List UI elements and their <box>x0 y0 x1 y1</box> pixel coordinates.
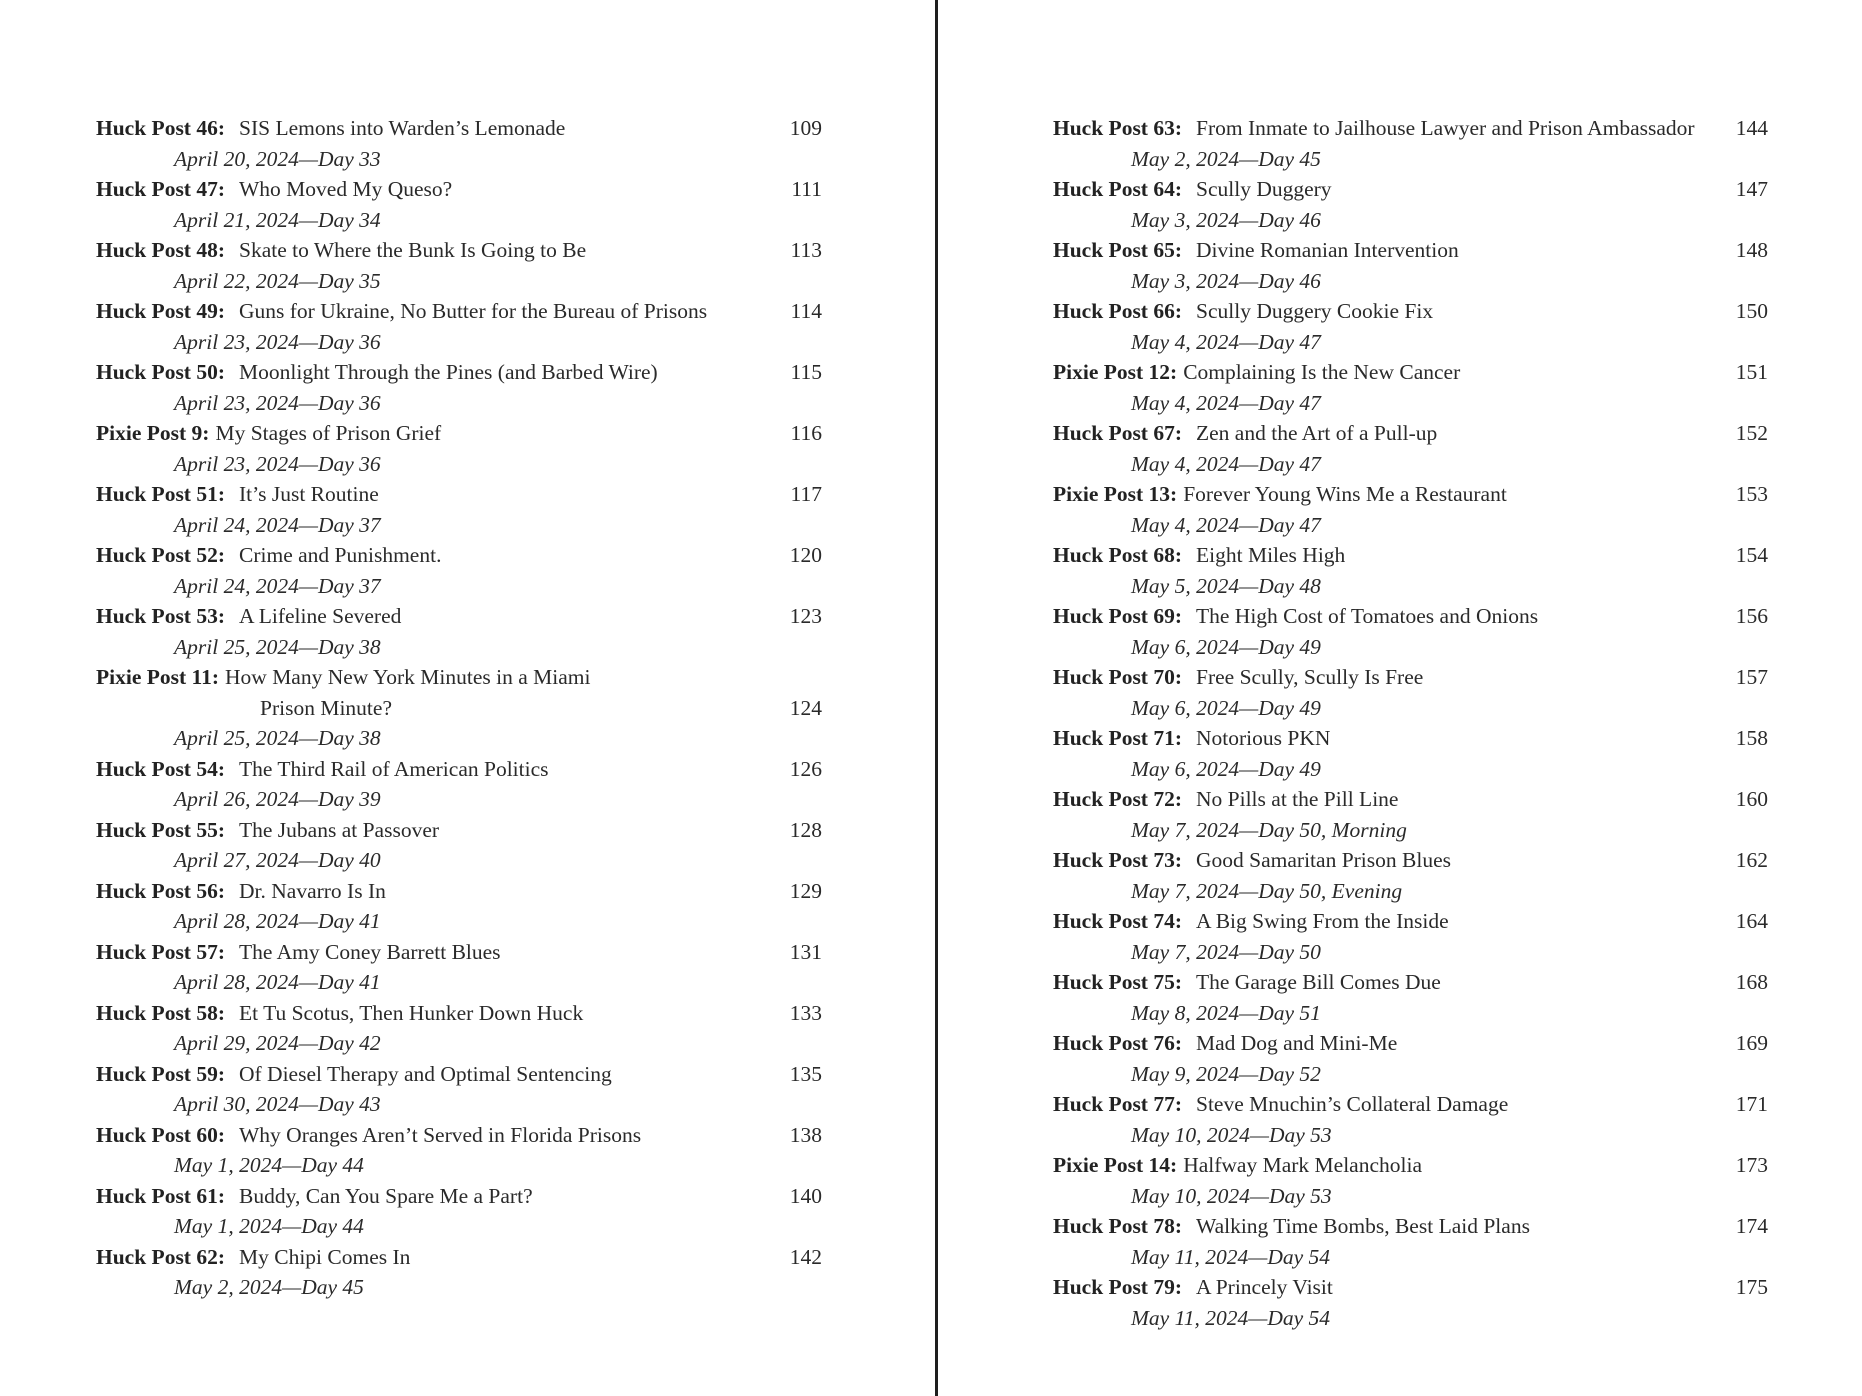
toc-entry-label: Huck Post 61: <box>96 1183 225 1208</box>
toc-entry-title[interactable]: It’s Just Routine <box>239 482 379 506</box>
toc-entry-title[interactable]: Why Oranges Aren’t Served in Florida Prisons <box>239 1122 642 1147</box>
toc-entry-title[interactable]: The Third Rail of American Politics <box>239 756 549 781</box>
toc-entry[interactable] <box>96 540 822 601</box>
toc-entry-page-number: 160 <box>1735 787 1768 811</box>
toc-entry-heading <box>96 1059 822 1090</box>
toc-entry-date-line <box>96 1150 822 1181</box>
toc-entry-date: May 11, 2024—Day 54 <box>1131 1305 1331 1330</box>
toc-entry-date-line <box>96 784 822 815</box>
toc-entry-page-number: 126 <box>789 756 822 781</box>
toc-entry[interactable] <box>1053 1272 1768 1333</box>
toc-entry-title[interactable]: No Pills at the Pill Line <box>1196 787 1399 811</box>
toc-entry-title[interactable]: Forever Young Wins Me a Restaurant <box>1183 482 1507 506</box>
toc-entry-heading <box>1053 235 1768 266</box>
toc-entry-title[interactable]: My Chipi Comes In <box>239 1244 411 1269</box>
toc-entry-date-line <box>1053 754 1768 785</box>
toc-entry-heading <box>96 662 822 693</box>
toc-entry-page-number: 175 <box>1735 1275 1768 1299</box>
toc-entry-page-number: 111 <box>791 177 822 201</box>
toc-entry-label: Huck Post 70: <box>1053 665 1182 689</box>
toc-entry-title[interactable]: Buddy, Can You Spare Me a Part? <box>239 1183 533 1208</box>
toc-entry-page-number: 150 <box>1735 299 1768 323</box>
toc-entry-label: Huck Post 64: <box>1053 177 1182 201</box>
toc-entry-date: May 9, 2024—Day 52 <box>1131 1061 1321 1086</box>
toc-entry-heading <box>1053 723 1768 754</box>
toc-entry-date-line <box>1053 693 1768 724</box>
toc-entry-page-number: 152 <box>1735 421 1768 445</box>
toc-entry-label: Pixie Post 11: <box>96 665 220 689</box>
toc-entry[interactable] <box>1053 418 1768 479</box>
toc-entry[interactable] <box>96 418 822 479</box>
toc-entry-title[interactable]: Et Tu Scotus, Then Hunker Down Huck <box>239 1000 584 1025</box>
toc-entry-date-line <box>1053 937 1768 968</box>
toc-entry-date-line <box>1053 327 1768 358</box>
toc-entry-label: Huck Post 79: <box>1053 1275 1182 1299</box>
toc-entry[interactable] <box>96 174 822 235</box>
toc-entry-title[interactable]: Steve Mnuchin’s Collateral Damage <box>1196 1092 1509 1116</box>
toc-entry-date: April 26, 2024—Day 39 <box>174 787 381 811</box>
toc-entry-date-line <box>1053 998 1768 1029</box>
toc-list-left <box>96 113 822 1303</box>
toc-entry-page-number: 168 <box>1735 970 1768 994</box>
toc-entry-heading <box>96 998 822 1029</box>
toc-entry-label: Huck Post 53: <box>96 604 225 628</box>
toc-entry-title[interactable]: The High Cost of Tomatoes and Onions <box>1196 604 1539 628</box>
toc-entry-date-line <box>96 967 822 998</box>
toc-entry-date-line <box>1053 632 1768 663</box>
toc-entry-heading <box>96 601 822 632</box>
toc-entry-title[interactable]: Dr. Navarro Is In <box>239 878 386 903</box>
toc-entry-date: May 10, 2024—Day 53 <box>1131 1122 1332 1147</box>
toc-entry[interactable] <box>1053 601 1768 662</box>
toc-entry[interactable] <box>96 1242 822 1303</box>
toc-entry-heading <box>96 754 822 785</box>
toc-entry-label: Huck Post 59: <box>96 1061 225 1086</box>
toc-entry-page-number: 156 <box>1735 604 1768 628</box>
toc-entry-title[interactable]: Zen and the Art of a Pull-up <box>1196 421 1438 445</box>
toc-entry-date: May 3, 2024—Day 46 <box>1131 268 1321 293</box>
toc-entry[interactable] <box>1053 845 1768 906</box>
toc-entry-label: Huck Post 69: <box>1053 604 1182 628</box>
toc-entry[interactable] <box>1053 1211 1768 1272</box>
toc-entry-page-number: 128 <box>789 817 822 842</box>
toc-entry-date: April 25, 2024—Day 38 <box>174 726 381 750</box>
toc-entry-label: Huck Post 62: <box>96 1244 225 1269</box>
toc-entry-date-line <box>1053 876 1768 907</box>
toc-entry-date: May 7, 2024—Day 50, Evening <box>1131 878 1403 903</box>
toc-entry-date: May 6, 2024—Day 49 <box>1131 695 1321 720</box>
toc-entry-label: Huck Post 54: <box>96 756 225 781</box>
toc-entry-title[interactable]: Good Samaritan Prison Blues <box>1196 848 1451 872</box>
toc-entry-label: Huck Post 60: <box>96 1122 225 1147</box>
toc-entry-page-number: 120 <box>789 543 822 567</box>
toc-entry-title[interactable]: Crime and Punishment. <box>239 543 442 567</box>
toc-entry[interactable] <box>1053 784 1768 845</box>
toc-entry-heading <box>1053 662 1768 693</box>
toc-entry-label: Huck Post 67: <box>1053 421 1182 445</box>
toc-entry[interactable] <box>1053 479 1768 540</box>
toc-entry-date: May 1, 2024—Day 44 <box>174 1153 364 1177</box>
toc-entry-date: May 4, 2024—Day 47 <box>1131 329 1321 354</box>
toc-entry-date-line <box>96 1272 822 1303</box>
toc-entry-date-line <box>96 205 822 236</box>
toc-entry-label: Huck Post 71: <box>1053 726 1182 750</box>
toc-entry-title[interactable]: My Stages of Prison Grief <box>215 421 442 445</box>
toc-entry-heading <box>1053 1089 1768 1120</box>
toc-entry-label: Huck Post 51: <box>96 482 225 506</box>
toc-entry-label: Huck Post 73: <box>1053 848 1182 872</box>
toc-entry-heading <box>96 1242 822 1273</box>
toc-entry-heading <box>96 540 822 571</box>
toc-entry-label: Huck Post 78: <box>1053 1214 1182 1238</box>
toc-entry-date: May 8, 2024—Day 51 <box>1131 1000 1321 1025</box>
toc-entry-date-line <box>1053 388 1768 419</box>
toc-entry[interactable] <box>96 754 822 815</box>
toc-entry-page-number: 169 <box>1735 1031 1768 1055</box>
toc-entry-label: Huck Post 46: <box>96 116 225 140</box>
toc-entry-label: Pixie Post 13: <box>1053 482 1178 506</box>
toc-entry-date-line <box>1053 571 1768 602</box>
toc-entry-heading <box>96 113 822 144</box>
toc-entry-date-line <box>96 632 822 663</box>
toc-entry-date-line <box>1053 1303 1768 1334</box>
toc-entry-heading <box>96 235 822 266</box>
toc-entry-heading <box>1053 1150 1768 1181</box>
toc-entry-label: Huck Post 49: <box>96 299 225 323</box>
toc-entry-label: Huck Post 58: <box>96 1000 225 1025</box>
toc-entry-page-number: 115 <box>790 360 822 384</box>
toc-entry-date: May 4, 2024—Day 47 <box>1131 390 1321 415</box>
toc-entry-page-number: 154 <box>1735 543 1768 567</box>
toc-entry-heading <box>96 1181 822 1212</box>
toc-entry-page-number: 123 <box>789 604 822 628</box>
toc-entry-page-number: 147 <box>1735 177 1768 201</box>
toc-entry-page-number: 157 <box>1735 665 1768 689</box>
toc-entry[interactable] <box>1053 1150 1768 1211</box>
toc-entry-heading <box>96 174 822 205</box>
toc-entry[interactable] <box>96 601 822 662</box>
toc-entry-date: May 10, 2024—Day 53 <box>1131 1183 1332 1208</box>
toc-entry-heading <box>1053 296 1768 327</box>
toc-entry[interactable] <box>1053 906 1768 967</box>
right-page <box>938 0 1862 1396</box>
toc-entry-title[interactable]: Free Scully, Scully Is Free <box>1196 665 1424 689</box>
toc-entry-page-number: 164 <box>1735 909 1768 933</box>
toc-entry-heading <box>96 937 822 968</box>
toc-entry-date: April 23, 2024—Day 36 <box>174 451 381 476</box>
toc-entry[interactable] <box>96 296 822 357</box>
toc-entry-label: Huck Post 48: <box>96 238 225 262</box>
toc-entry-date-line <box>96 266 822 297</box>
toc-entry-page-number: 116 <box>790 421 822 445</box>
toc-entry-page-number: 153 <box>1735 482 1768 506</box>
toc-entry-page-number: 129 <box>789 878 822 903</box>
toc-entry-label: Huck Post 65: <box>1053 238 1182 262</box>
toc-entry-date-line <box>96 1028 822 1059</box>
toc-entry-heading <box>1053 1211 1768 1242</box>
toc-entry-page-number: 151 <box>1735 360 1768 384</box>
toc-entry-title[interactable]: Walking Time Bombs, Best Laid Plans <box>1196 1214 1530 1238</box>
toc-entry-heading <box>96 815 822 846</box>
toc-entry-page-number: 114 <box>790 299 822 323</box>
toc-entry-date-line <box>1053 1120 1768 1151</box>
toc-entry[interactable] <box>96 357 822 418</box>
toc-entry-date-line <box>1053 510 1768 541</box>
toc-entry-label: Huck Post 66: <box>1053 299 1182 323</box>
toc-entry-heading <box>1053 540 1768 571</box>
toc-entry-label: Huck Post 63: <box>1053 116 1182 140</box>
toc-entry-page-number: 162 <box>1735 848 1768 872</box>
toc-entry-label: Huck Post 47: <box>96 177 225 201</box>
toc-entry-heading <box>1053 113 1768 144</box>
toc-entry-page-number: 138 <box>789 1122 822 1147</box>
toc-entry-title[interactable]: Eight Miles High <box>1196 543 1346 567</box>
toc-entry-page-number: 133 <box>789 1000 822 1025</box>
toc-entry[interactable] <box>1053 296 1768 357</box>
toc-entry-date-line <box>96 449 822 480</box>
toc-entry-title[interactable]: From Inmate to Jailhouse Lawyer and Prison Ambassador <box>1196 116 1695 140</box>
toc-entry-date: May 2, 2024—Day 45 <box>1131 146 1321 171</box>
toc-entry-heading <box>1053 1028 1768 1059</box>
toc-entry-title[interactable]: A Big Swing From the Inside <box>1196 909 1449 933</box>
toc-entry-heading <box>1053 174 1768 205</box>
toc-entry-date-line <box>96 510 822 541</box>
toc-entry-date-line <box>1053 1242 1768 1273</box>
toc-entry-date-line <box>1053 449 1768 480</box>
toc-entry-title[interactable]: Divine Romanian Intervention <box>1196 238 1459 262</box>
toc-entry-date: May 6, 2024—Day 49 <box>1131 634 1321 659</box>
toc-entry-date-line <box>96 723 822 754</box>
toc-entry[interactable] <box>1053 967 1768 1028</box>
toc-entry-page-number: 173 <box>1735 1153 1768 1177</box>
toc-entry-date: May 4, 2024—Day 47 <box>1131 512 1321 537</box>
toc-entry-label: Pixie Post 9: <box>96 421 210 445</box>
toc-entry-title[interactable]: A Princely Visit <box>1196 1275 1333 1299</box>
toc-entry-heading <box>1053 418 1768 449</box>
toc-entry-title-continued-line <box>96 693 822 724</box>
toc-entry-date: May 4, 2024—Day 47 <box>1131 451 1321 476</box>
toc-entry-heading <box>96 479 822 510</box>
toc-entry-date: April 24, 2024—Day 37 <box>174 573 381 598</box>
toc-entry-page-number: 135 <box>789 1061 822 1086</box>
toc-entry-date-line <box>1053 144 1768 175</box>
toc-entry-date: April 30, 2024—Day 43 <box>174 1092 381 1116</box>
toc-entry[interactable] <box>1053 540 1768 601</box>
toc-entry-date: April 22, 2024—Day 35 <box>174 268 381 293</box>
toc-entry[interactable] <box>96 815 822 876</box>
toc-entry-heading <box>1053 784 1768 815</box>
toc-entry-date-line <box>96 327 822 358</box>
toc-entry-date: April 23, 2024—Day 36 <box>174 329 381 354</box>
toc-entry-date-line <box>1053 205 1768 236</box>
toc-entry-label: Pixie Post 12: <box>1053 360 1178 384</box>
toc-entry-page-number: 144 <box>1735 116 1768 140</box>
toc-entry-date-line <box>96 906 822 937</box>
toc-entry-title[interactable]: Guns for Ukraine, No Butter for the Bureau of Prisons <box>239 299 708 323</box>
toc-entry-date-line <box>1053 266 1768 297</box>
toc-entry-heading <box>96 418 822 449</box>
toc-entry[interactable] <box>1053 1089 1768 1150</box>
toc-entry-date: May 11, 2024—Day 54 <box>1131 1244 1331 1269</box>
toc-entry-page-number: 148 <box>1735 238 1768 262</box>
toc-entry-date: April 27, 2024—Day 40 <box>174 848 381 872</box>
toc-entry-label: Huck Post 68: <box>1053 543 1182 567</box>
toc-entry-page-number: 174 <box>1735 1214 1768 1238</box>
toc-entry[interactable] <box>1053 235 1768 296</box>
toc-entry-heading <box>1053 1272 1768 1303</box>
toc-entry-heading <box>96 1120 822 1151</box>
toc-entry-title[interactable]: Complaining Is the New Cancer <box>1183 360 1461 384</box>
toc-entry[interactable] <box>1053 723 1768 784</box>
toc-entry-date-line <box>96 144 822 175</box>
toc-entry-label: Huck Post 72: <box>1053 787 1182 811</box>
toc-entry[interactable] <box>96 1181 822 1242</box>
toc-entry-heading <box>96 296 822 327</box>
toc-entry-heading <box>1053 967 1768 998</box>
toc-entry-page-number: 158 <box>1735 726 1768 750</box>
toc-entry-heading <box>1053 845 1768 876</box>
toc-entry-date: May 7, 2024—Day 50 <box>1131 939 1321 964</box>
toc-entry-title[interactable]: The Garage Bill Comes Due <box>1196 970 1441 994</box>
toc-entry-date-line <box>96 845 822 876</box>
toc-entry-label: Huck Post 52: <box>96 543 225 567</box>
toc-entry-title[interactable]: Skate to Where the Bunk Is Going to Be <box>239 238 587 262</box>
toc-entry-date: May 7, 2024—Day 50, Morning <box>1131 817 1407 842</box>
toc-entry-page-number: 140 <box>789 1183 822 1208</box>
toc-entry[interactable] <box>96 662 822 754</box>
toc-entry-title[interactable]: How Many New York Minutes in a Miami <box>225 665 591 689</box>
toc-entry-date: April 20, 2024—Day 33 <box>174 146 381 171</box>
toc-entry-heading <box>1053 479 1768 510</box>
toc-entry-page-number: 142 <box>789 1244 822 1269</box>
toc-entry-page-number: 171 <box>1735 1092 1768 1116</box>
toc-entry-date-line <box>1053 815 1768 846</box>
toc-entry-title[interactable]: Of Diesel Therapy and Optimal Sentencing <box>239 1061 612 1086</box>
toc-entry-heading <box>96 357 822 388</box>
toc-entry-title[interactable]: SIS Lemons into Warden’s Lemonade <box>239 116 566 140</box>
toc-entry-date: April 28, 2024—Day 41 <box>174 970 381 994</box>
toc-entry-date: May 1, 2024—Day 44 <box>174 1214 364 1238</box>
toc-entry-date: April 29, 2024—Day 42 <box>174 1031 381 1055</box>
toc-entry[interactable] <box>96 113 822 174</box>
toc-entry-heading <box>1053 601 1768 632</box>
toc-entry-title[interactable]: The Jubans at Passover <box>239 817 440 842</box>
toc-entry-title[interactable]: A Lifeline Severed <box>239 604 402 628</box>
toc-entry-label: Huck Post 77: <box>1053 1092 1182 1116</box>
toc-entry-label: Huck Post 74: <box>1053 909 1182 933</box>
toc-entry-label: Huck Post 50: <box>96 360 225 384</box>
toc-entry-title[interactable]: Moonlight Through the Pines (and Barbed Wire) <box>239 360 658 384</box>
toc-entry-page-number: 124 <box>789 695 822 720</box>
toc-entry-date: April 25, 2024—Day 38 <box>174 634 381 659</box>
toc-entry-date-line <box>1053 1181 1768 1212</box>
toc-entry-date-line <box>96 571 822 602</box>
toc-entry[interactable] <box>96 1120 822 1181</box>
toc-entry-title[interactable]: Mad Dog and Mini-Me <box>1196 1031 1398 1055</box>
toc-entry-date-line <box>1053 1059 1768 1090</box>
toc-entry-title[interactable]: Halfway Mark Melancholia <box>1183 1153 1423 1177</box>
toc-entry-heading <box>96 876 822 907</box>
toc-entry-page-number: 109 <box>789 116 822 140</box>
toc-entry-label: Huck Post 57: <box>96 939 225 964</box>
toc-list-right <box>1053 113 1768 1333</box>
toc-entry[interactable] <box>1053 662 1768 723</box>
toc-entry-label: Huck Post 55: <box>96 817 225 842</box>
toc-entry-label: Huck Post 76: <box>1053 1031 1182 1055</box>
toc-entry-date: April 28, 2024—Day 41 <box>174 909 381 933</box>
toc-entry-date: April 24, 2024—Day 37 <box>174 512 381 537</box>
toc-entry[interactable] <box>1053 1028 1768 1089</box>
toc-entry[interactable] <box>96 998 822 1059</box>
toc-entry-date-line <box>96 1211 822 1242</box>
toc-entry-label: Huck Post 75: <box>1053 970 1182 994</box>
toc-entry-date-line <box>96 1089 822 1120</box>
toc-entry-heading <box>1053 906 1768 937</box>
toc-entry-label: Pixie Post 14: <box>1053 1153 1178 1177</box>
toc-entry[interactable] <box>1053 357 1768 418</box>
toc-entry-label: Huck Post 56: <box>96 878 225 903</box>
toc-entry-title[interactable]: The Amy Coney Barrett Blues <box>239 939 501 964</box>
toc-entry-title[interactable]: Who Moved My Queso? <box>239 177 453 201</box>
toc-entry-date: April 21, 2024—Day 34 <box>174 207 381 232</box>
toc-entry-title[interactable]: Scully Duggery Cookie Fix <box>1196 299 1434 323</box>
toc-entry[interactable] <box>1053 113 1768 174</box>
toc-entry-date: May 6, 2024—Day 49 <box>1131 756 1321 781</box>
toc-entry[interactable] <box>96 479 822 540</box>
toc-entry-title[interactable]: Scully Duggery <box>1196 177 1332 201</box>
toc-entry-heading <box>1053 357 1768 388</box>
toc-entry[interactable] <box>96 235 822 296</box>
toc-entry-title[interactable]: Notorious PKN <box>1196 726 1331 750</box>
toc-entry-date: May 2, 2024—Day 45 <box>174 1275 364 1299</box>
toc-entry-date: May 5, 2024—Day 48 <box>1131 573 1321 598</box>
toc-entry-date: April 23, 2024—Day 36 <box>174 390 381 415</box>
toc-entry-page-number: 131 <box>789 939 822 964</box>
toc-entry-title-continued[interactable]: Prison Minute? <box>260 695 392 720</box>
toc-entry-page-number: 117 <box>790 482 822 506</box>
toc-entry-page-number: 113 <box>790 238 822 262</box>
toc-entry[interactable] <box>1053 174 1768 235</box>
toc-entry[interactable] <box>96 937 822 998</box>
toc-entry-date-line <box>96 388 822 419</box>
toc-entry[interactable] <box>96 1059 822 1120</box>
toc-entry-date: May 3, 2024—Day 46 <box>1131 207 1321 232</box>
toc-entry[interactable] <box>96 876 822 937</box>
